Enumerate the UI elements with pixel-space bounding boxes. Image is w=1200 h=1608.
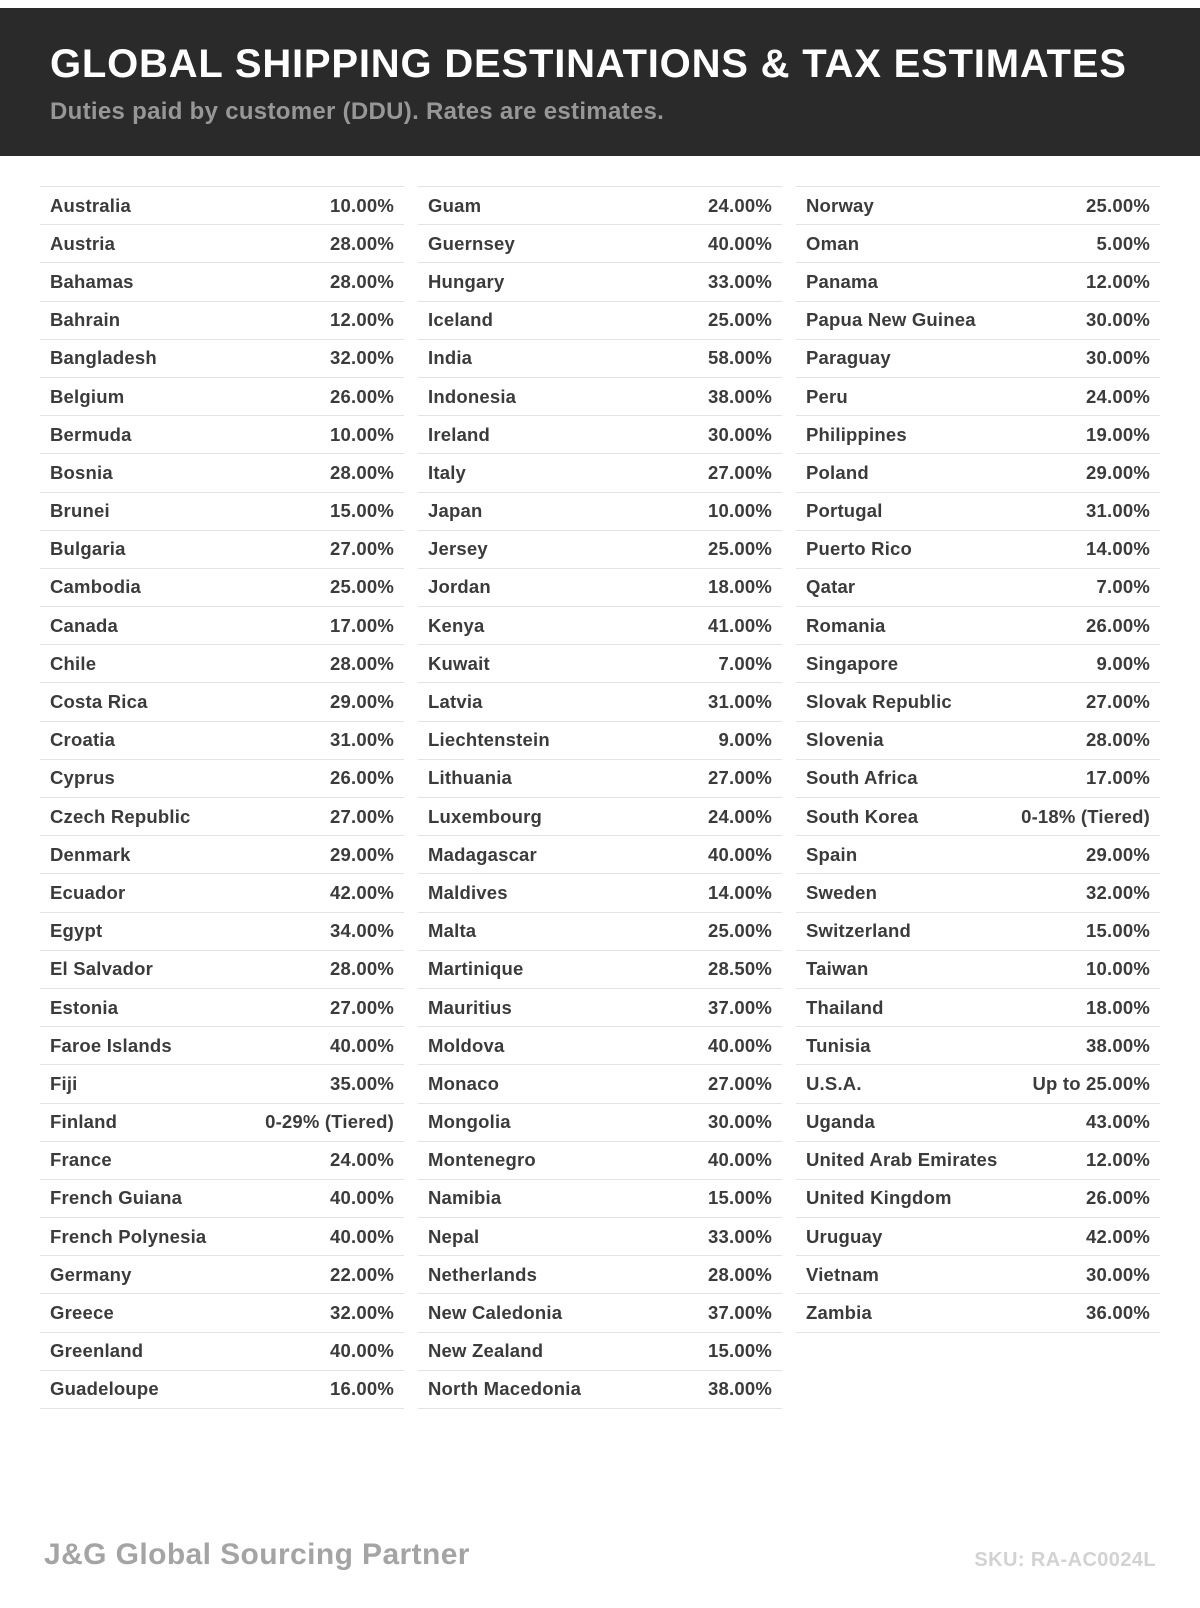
tax-rate-value: 10.00% xyxy=(708,500,772,522)
tax-rate-value: 14.00% xyxy=(1086,538,1150,560)
table-row xyxy=(796,263,1160,301)
country-name: Guernsey xyxy=(428,232,515,254)
table-row xyxy=(418,760,782,798)
table-row xyxy=(418,1104,782,1142)
table-row xyxy=(796,531,1160,569)
sku-label: SKU: RA-AC0024L xyxy=(974,1549,1156,1571)
table-row xyxy=(418,1371,782,1409)
table-column xyxy=(40,186,404,1409)
country-name: Jordan xyxy=(428,576,491,598)
table-row xyxy=(796,1104,1160,1142)
table-row xyxy=(418,1142,782,1180)
country-name: Paraguay xyxy=(806,347,891,369)
country-name: South Korea xyxy=(806,805,919,827)
country-name: Indonesia xyxy=(428,385,517,407)
country-name: Bulgaria xyxy=(50,538,126,560)
tax-rate-value: 18.00% xyxy=(1086,996,1150,1018)
tax-rate-value: 28.00% xyxy=(330,958,394,980)
table-row xyxy=(418,493,782,531)
table-row xyxy=(418,531,782,569)
country-name: Romania xyxy=(806,614,886,636)
country-name: United Kingdom xyxy=(806,1187,952,1209)
tax-rate-value: 25.00% xyxy=(708,309,772,331)
table-row xyxy=(418,722,782,760)
tax-rate-value: 34.00% xyxy=(330,920,394,942)
table-row xyxy=(796,874,1160,912)
tax-rate-value: 24.00% xyxy=(708,194,772,216)
country-name: Uganda xyxy=(806,1111,876,1133)
tax-rate-value: 28.00% xyxy=(330,270,394,292)
tax-rate-value: 26.00% xyxy=(1086,614,1150,636)
country-name: Tunisia xyxy=(806,1034,871,1056)
tax-rate-value: Up to 25.00% xyxy=(1032,1072,1150,1094)
country-name: Greece xyxy=(50,1302,114,1324)
country-name: Madagascar xyxy=(428,843,537,865)
tax-rate-value: 41.00% xyxy=(708,614,772,636)
country-name: Bahrain xyxy=(50,309,121,331)
table-row xyxy=(40,1065,404,1103)
country-name: New Caledonia xyxy=(428,1302,563,1324)
tax-rate-value: 27.00% xyxy=(1086,691,1150,713)
country-name: Norway xyxy=(806,194,875,216)
tax-rate-table xyxy=(0,156,1200,1409)
tax-rate-value: 10.00% xyxy=(330,423,394,445)
table-row xyxy=(418,302,782,340)
tax-rate-value: 40.00% xyxy=(330,1340,394,1362)
table-row xyxy=(418,378,782,416)
table-row xyxy=(40,569,404,607)
table-row xyxy=(40,1256,404,1294)
table-row xyxy=(796,836,1160,874)
table-row xyxy=(40,302,404,340)
country-name: Philippines xyxy=(806,423,907,445)
table-row xyxy=(40,378,404,416)
country-name: Mongolia xyxy=(428,1111,511,1133)
country-name: Martinique xyxy=(428,958,524,980)
country-name: Ireland xyxy=(428,423,491,445)
country-name: Portugal xyxy=(806,500,883,522)
tax-rate-value: 31.00% xyxy=(708,691,772,713)
tax-rate-value: 9.00% xyxy=(718,729,772,751)
tax-rate-value: 30.00% xyxy=(1086,1263,1150,1285)
country-name: Panama xyxy=(806,270,879,292)
country-name: Uruguay xyxy=(806,1225,883,1247)
table-row xyxy=(796,607,1160,645)
country-name: Papua New Guinea xyxy=(806,309,976,331)
table-row xyxy=(418,1180,782,1218)
table-row xyxy=(40,263,404,301)
table-row xyxy=(796,1218,1160,1256)
country-name: Taiwan xyxy=(806,958,869,980)
country-name: Japan xyxy=(428,500,483,522)
country-name: Bangladesh xyxy=(50,347,157,369)
table-row xyxy=(40,531,404,569)
tax-rate-value: 12.00% xyxy=(330,309,394,331)
tax-rate-value: 33.00% xyxy=(708,1225,772,1247)
tax-rate-value: 32.00% xyxy=(330,1302,394,1324)
country-name: Montenegro xyxy=(428,1149,536,1171)
tax-rate-value: 27.00% xyxy=(330,805,394,827)
country-name: Greenland xyxy=(50,1340,144,1362)
tax-rate-value: 40.00% xyxy=(708,232,772,254)
tax-rate-value: 40.00% xyxy=(708,843,772,865)
table-row xyxy=(418,1256,782,1294)
table-row xyxy=(418,1218,782,1256)
country-name: Estonia xyxy=(50,996,119,1018)
tax-rate-value: 40.00% xyxy=(708,1034,772,1056)
tax-rate-value: 0-29% (Tiered) xyxy=(265,1111,394,1133)
table-row xyxy=(418,836,782,874)
country-name: Mauritius xyxy=(428,996,513,1018)
country-name: Guam xyxy=(428,194,482,216)
country-name: Bahamas xyxy=(50,270,134,292)
country-name: Malta xyxy=(428,920,477,942)
table-row xyxy=(40,951,404,989)
country-name: New Zealand xyxy=(428,1340,544,1362)
tax-rate-value: 40.00% xyxy=(708,1149,772,1171)
tax-rate-value: 31.00% xyxy=(1086,500,1150,522)
table-row xyxy=(796,1180,1160,1218)
tax-rate-value: 42.00% xyxy=(330,881,394,903)
tax-rate-value: 38.00% xyxy=(708,1378,772,1400)
table-row xyxy=(40,1027,404,1065)
country-name: United Arab Emirates xyxy=(806,1149,998,1171)
country-name: French Polynesia xyxy=(50,1225,207,1247)
country-name: Guadeloupe xyxy=(50,1378,159,1400)
tax-rate-value: 29.00% xyxy=(330,843,394,865)
tax-rate-value: 12.00% xyxy=(1086,1149,1150,1171)
country-name: Jersey xyxy=(428,538,488,560)
tax-rate-value: 15.00% xyxy=(1086,920,1150,942)
table-row xyxy=(40,607,404,645)
table-row xyxy=(796,1256,1160,1294)
tax-rate-value: 36.00% xyxy=(1086,1302,1150,1324)
table-row xyxy=(40,493,404,531)
country-name: Australia xyxy=(50,194,131,216)
tax-rate-value: 26.00% xyxy=(330,767,394,789)
tax-rate-value: 22.00% xyxy=(330,1263,394,1285)
table-row xyxy=(418,1333,782,1371)
table-row xyxy=(418,683,782,721)
tax-rate-value: 30.00% xyxy=(708,423,772,445)
tax-rate-value: 18.00% xyxy=(708,576,772,598)
tax-rate-value: 7.00% xyxy=(1096,576,1150,598)
table-row xyxy=(40,1180,404,1218)
tax-rate-value: 30.00% xyxy=(1086,347,1150,369)
tax-rate-value: 31.00% xyxy=(330,729,394,751)
tax-rate-value: 28.00% xyxy=(708,1263,772,1285)
table-row xyxy=(418,874,782,912)
table-row xyxy=(418,569,782,607)
table-row xyxy=(796,913,1160,951)
tax-rate-value: 29.00% xyxy=(1086,461,1150,483)
tax-rate-value: 24.00% xyxy=(1086,385,1150,407)
tax-rate-value: 58.00% xyxy=(708,347,772,369)
table-row xyxy=(418,989,782,1027)
country-name: Iceland xyxy=(428,309,494,331)
country-name: Kuwait xyxy=(428,652,490,674)
country-name: Netherlands xyxy=(428,1263,538,1285)
country-name: French Guiana xyxy=(50,1187,183,1209)
table-row xyxy=(418,225,782,263)
country-name: Ecuador xyxy=(50,881,126,903)
country-name: Kenya xyxy=(428,614,485,636)
country-name: Singapore xyxy=(806,652,899,674)
table-row xyxy=(796,951,1160,989)
table-row xyxy=(418,187,782,225)
tax-rate-value: 15.00% xyxy=(708,1340,772,1362)
tax-rate-value: 17.00% xyxy=(1086,767,1150,789)
country-name: Luxembourg xyxy=(428,805,543,827)
table-row xyxy=(418,951,782,989)
country-name: Brunei xyxy=(50,500,110,522)
tax-rate-value: 12.00% xyxy=(1086,270,1150,292)
country-name: Vietnam xyxy=(806,1263,880,1285)
tax-rate-value: 42.00% xyxy=(1086,1225,1150,1247)
country-name: France xyxy=(50,1149,112,1171)
tax-rate-value: 10.00% xyxy=(330,194,394,216)
table-row xyxy=(40,1371,404,1409)
tax-rate-value: 26.00% xyxy=(330,385,394,407)
table-row xyxy=(418,263,782,301)
table-row xyxy=(40,989,404,1027)
table-row xyxy=(40,187,404,225)
table-row xyxy=(40,722,404,760)
country-name: Bermuda xyxy=(50,423,132,445)
table-row xyxy=(796,493,1160,531)
country-name: Poland xyxy=(806,461,869,483)
table-row xyxy=(40,340,404,378)
country-name: Italy xyxy=(428,461,467,483)
tax-rate-value: 27.00% xyxy=(330,538,394,560)
country-name: Hungary xyxy=(428,270,505,292)
country-name: Liechtenstein xyxy=(428,729,550,751)
tax-rate-value: 32.00% xyxy=(1086,881,1150,903)
country-name: Latvia xyxy=(428,691,483,713)
table-row xyxy=(418,416,782,454)
table-row xyxy=(40,1294,404,1332)
table-row xyxy=(418,913,782,951)
tax-rate-value: 5.00% xyxy=(1096,232,1150,254)
country-name: Slovak Republic xyxy=(806,691,952,713)
table-row xyxy=(796,798,1160,836)
tax-rate-value: 28.00% xyxy=(1086,729,1150,751)
table-row xyxy=(796,569,1160,607)
country-name: Peru xyxy=(806,385,848,407)
country-name: Oman xyxy=(806,232,860,254)
country-name: Germany xyxy=(50,1263,132,1285)
tax-rate-value: 25.00% xyxy=(708,538,772,560)
tax-rate-value: 27.00% xyxy=(708,767,772,789)
tax-rate-value: 24.00% xyxy=(708,805,772,827)
country-name: U.S.A. xyxy=(806,1072,862,1094)
country-name: Belgium xyxy=(50,385,125,407)
table-row xyxy=(796,1027,1160,1065)
country-name: Nepal xyxy=(428,1225,480,1247)
country-name: Namibia xyxy=(428,1187,502,1209)
tax-rate-value: 25.00% xyxy=(330,576,394,598)
table-row xyxy=(40,798,404,836)
table-row xyxy=(40,683,404,721)
country-name: South Africa xyxy=(806,767,918,789)
country-name: Sweden xyxy=(806,881,878,903)
table-row xyxy=(796,340,1160,378)
country-name: Croatia xyxy=(50,729,116,751)
tax-rate-value: 40.00% xyxy=(330,1034,394,1056)
tax-rate-value: 27.00% xyxy=(330,996,394,1018)
tax-rate-value: 7.00% xyxy=(718,652,772,674)
tax-rate-value: 15.00% xyxy=(330,500,394,522)
table-row xyxy=(418,340,782,378)
tax-rate-value: 28.50% xyxy=(708,958,772,980)
table-row xyxy=(40,645,404,683)
tax-rate-value: 38.00% xyxy=(708,385,772,407)
tax-rate-value: 37.00% xyxy=(708,1302,772,1324)
table-column xyxy=(418,186,782,1409)
country-name: Austria xyxy=(50,232,116,254)
country-name: Thailand xyxy=(806,996,884,1018)
table-row xyxy=(418,645,782,683)
tax-rate-value: 14.00% xyxy=(708,881,772,903)
tax-rate-value: 19.00% xyxy=(1086,423,1150,445)
tax-rate-value: 33.00% xyxy=(708,270,772,292)
tax-rate-value: 24.00% xyxy=(330,1149,394,1171)
header-banner xyxy=(0,8,1200,156)
country-name: Czech Republic xyxy=(50,805,191,827)
table-row xyxy=(796,225,1160,263)
table-row xyxy=(40,225,404,263)
country-name: Costa Rica xyxy=(50,691,148,713)
country-name: Denmark xyxy=(50,843,131,865)
table-row xyxy=(796,645,1160,683)
country-name: Slovenia xyxy=(806,729,884,751)
country-name: Egypt xyxy=(50,920,103,942)
table-row xyxy=(418,1065,782,1103)
tax-rate-value: 10.00% xyxy=(1086,958,1150,980)
tax-rate-value: 15.00% xyxy=(708,1187,772,1209)
brand-name: J&G Global Sourcing Partner xyxy=(44,1538,470,1571)
tax-rate-value: 16.00% xyxy=(330,1378,394,1400)
country-name: Finland xyxy=(50,1111,118,1133)
tax-rate-value: 30.00% xyxy=(1086,309,1150,331)
table-row xyxy=(40,1333,404,1371)
table-row xyxy=(796,378,1160,416)
table-row xyxy=(40,1218,404,1256)
country-name: India xyxy=(428,347,473,369)
country-name: El Salvador xyxy=(50,958,153,980)
tax-rate-value: 9.00% xyxy=(1096,652,1150,674)
tax-rate-value: 27.00% xyxy=(708,1072,772,1094)
tax-rate-value: 37.00% xyxy=(708,996,772,1018)
table-row xyxy=(418,1294,782,1332)
table-row xyxy=(796,1294,1160,1332)
table-row xyxy=(796,302,1160,340)
table-row xyxy=(796,454,1160,492)
tax-rate-value: 28.00% xyxy=(330,461,394,483)
table-row xyxy=(40,454,404,492)
tax-rate-value: 29.00% xyxy=(1086,843,1150,865)
table-row xyxy=(418,1027,782,1065)
tax-rate-value: 43.00% xyxy=(1086,1111,1150,1133)
tax-rate-value: 25.00% xyxy=(708,920,772,942)
table-row xyxy=(796,760,1160,798)
tax-rate-value: 17.00% xyxy=(330,614,394,636)
table-row xyxy=(40,913,404,951)
tax-rate-value: 28.00% xyxy=(330,652,394,674)
table-row xyxy=(796,187,1160,225)
tax-rate-value: 40.00% xyxy=(330,1187,394,1209)
country-name: Cambodia xyxy=(50,576,142,598)
tax-rate-value: 32.00% xyxy=(330,347,394,369)
tax-rate-value: 35.00% xyxy=(330,1072,394,1094)
country-name: Puerto Rico xyxy=(806,538,913,560)
country-name: Faroe Islands xyxy=(50,1034,172,1056)
country-name: Canada xyxy=(50,614,119,636)
country-name: Lithuania xyxy=(428,767,513,789)
table-row xyxy=(418,798,782,836)
table-row xyxy=(40,760,404,798)
footer xyxy=(44,1538,1156,1572)
table-row xyxy=(796,1065,1160,1103)
country-name: Spain xyxy=(806,843,858,865)
table-column xyxy=(796,186,1160,1333)
table-row xyxy=(796,1142,1160,1180)
country-name: Bosnia xyxy=(50,461,113,483)
tax-rate-value: 27.00% xyxy=(708,461,772,483)
table-row xyxy=(796,416,1160,454)
table-row xyxy=(796,989,1160,1027)
table-row xyxy=(40,836,404,874)
country-name: Zambia xyxy=(806,1302,872,1324)
tax-rate-value: 28.00% xyxy=(330,232,394,254)
page-subtitle: Duties paid by customer (DDU). Rates are estimates. xyxy=(50,98,665,125)
country-name: Fiji xyxy=(50,1072,78,1094)
page-title: GLOBAL SHIPPING DESTINATIONS & TAX ESTIMATES xyxy=(50,42,1127,86)
tax-rate-value: 26.00% xyxy=(1086,1187,1150,1209)
tax-rate-value: 30.00% xyxy=(708,1111,772,1133)
table-row xyxy=(418,607,782,645)
country-name: Moldova xyxy=(428,1034,505,1056)
country-name: Qatar xyxy=(806,576,856,598)
table-row xyxy=(40,874,404,912)
tax-rate-value: 29.00% xyxy=(330,691,394,713)
tax-rate-value: 25.00% xyxy=(1086,194,1150,216)
table-row xyxy=(40,1142,404,1180)
table-row xyxy=(40,1104,404,1142)
country-name: Cyprus xyxy=(50,767,115,789)
table-row xyxy=(796,722,1160,760)
country-name: Switzerland xyxy=(806,920,911,942)
table-row xyxy=(40,416,404,454)
country-name: Maldives xyxy=(428,881,508,903)
country-name: Monaco xyxy=(428,1072,500,1094)
table-row xyxy=(796,683,1160,721)
tax-rate-value: 38.00% xyxy=(1086,1034,1150,1056)
tax-rate-value: 0-18% (Tiered) xyxy=(1021,805,1150,827)
country-name: North Macedonia xyxy=(428,1378,582,1400)
tax-rate-value: 40.00% xyxy=(330,1225,394,1247)
country-name: Chile xyxy=(50,652,97,674)
table-row xyxy=(418,454,782,492)
